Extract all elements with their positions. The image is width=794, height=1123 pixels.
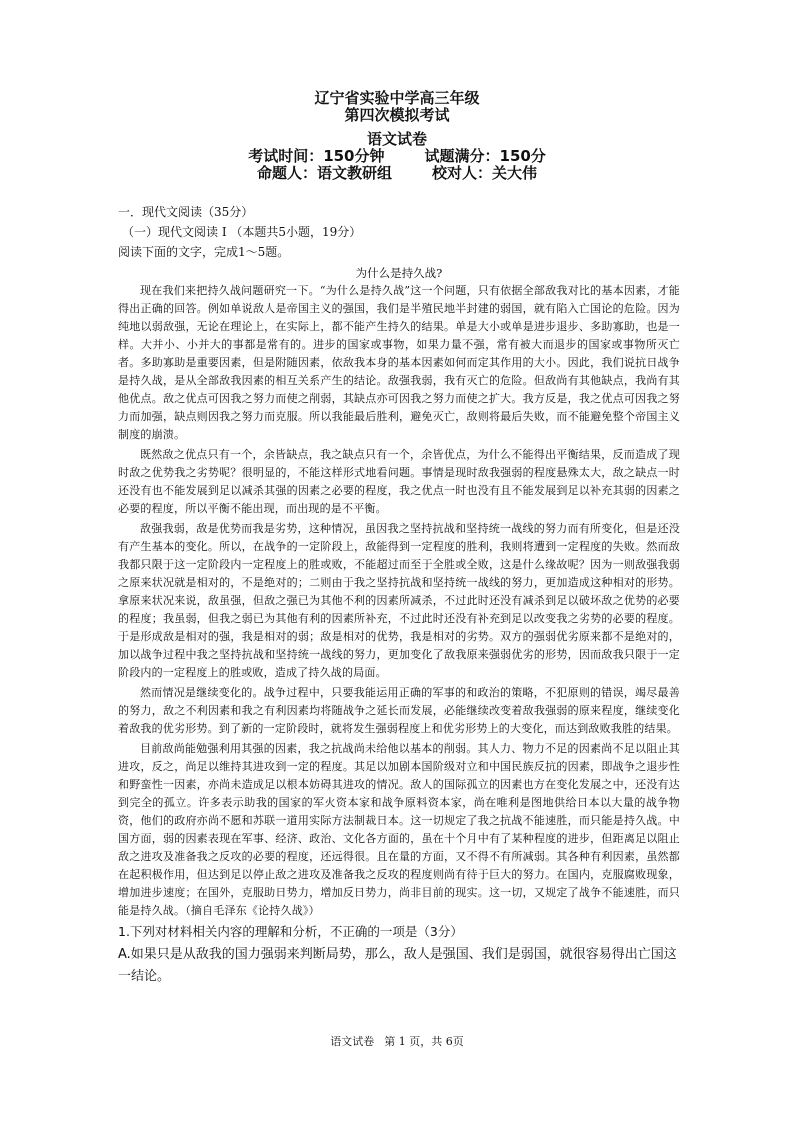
- exam-time: 考试时间：150分钟: [248, 147, 385, 165]
- question-option-a: A.如果只是从敌我的国力强弱来判断局势，那么，敌人是强国、我们是弱国，就很容易得出亡国这一结论。: [118, 947, 677, 984]
- article-paragraph: 既然敌之优点只有一个，余皆缺点，我之缺点只有一个，余皆优点，为什么不能得出平衡结果，反而造成了现时敌之优势我之劣势呢？很明显的，不能这样形式地看问题。事情是现时敌我强弱的程度悬殊太大，敌之缺点一时还没有也不能发展到足以减杀其强的因素之必要的程度，我之优点一时也没有且不能发展到足以补充其弱的因素之必要的程度，所以平衡不能出现，而出现的是不平衡。: [118, 448, 680, 515]
- paper-title: 语文试卷: [366, 130, 427, 148]
- question-stem: 1.下列对材料相关内容的理解和分析，不正确的一项是（3分）: [118, 924, 463, 939]
- reading-instruction: 阅读下面的文字，完成1～5题。: [118, 245, 290, 259]
- checker: 校对人：关大伟: [432, 164, 538, 182]
- article-title: 为什么是持久战?: [355, 266, 443, 280]
- full-score: 试题满分：150分: [424, 147, 546, 165]
- exam-time-row: [0, 148, 794, 165]
- subsection-heading: （一）现代文阅读 I （本题共5小题，19分）: [122, 225, 362, 239]
- article-paragraph: 目前敌尚能勉强利用其强的因素，我之抗战尚未给他以基本的削弱。其人力、物力不足的因素尚不足以阻止其进攻，反之，尚足以维持其进攻到一定的程度。其足以加剧本国阶级对立和中国民族反抗的因素，即战争之退步性和野蛮性一因素，亦尚未造成足以根本妨碍其进攻的情况。敌人的国际孤立的因素也方在变化发展之中，还没有达到完全的孤立。许多表示助我的国家的军火资本家和战争原料资本家，尚在唯利是图地供给日本以大量的战争物资，他们的政府亦尚不愿和苏联一道用实际方法制裁日本。这一切规定了我之抗战不能速胜，而只能是持久战。中国方面，弱的因素表现在军事、经济、政治、文化各方面的，虽在十个月中有了某种程度的进步，但距离足以阻止敌之进攻及准备我之反攻的必要的程度，还远得很。且在量的方面，又不得不有所减弱。其各种有利因素，虽然都在起积极作用，但达到足以停止敌之进攻及准备我之反攻的程度则尚有待于巨大的努力。在国内，克服腐败现象，增加进步速度；在国外，克服助日势力，增加反日势力，尚非目前的现实。这一切，又规定了战争不能速胜，而只能是持久战。（摘自毛泽东《论持久战》）: [118, 742, 680, 917]
- footer-subject: 语文试卷: [330, 1035, 375, 1048]
- page-footer: [0, 1035, 794, 1049]
- author: 命题人：语文教研组: [256, 164, 392, 182]
- exam-content: [118, 202, 680, 988]
- school-title: 辽宁省实验中学高三年级: [314, 89, 480, 107]
- exam-title: 第四次模拟考试: [344, 106, 450, 124]
- article-paragraph: 现在我们来把持久战问题研究一下。“为什么是持久战”这一个问题，只有依据全部敌我对比的基本因素，才能得出正确的回答。例如单说敌人是帝国主义的强国，我们是半殖民地半封建的弱国，就有陷入亡国论的危险。因为纯地以弱敌强，无论在理论上，在实际上，都不能产生持久的结果。单是大小或单是进步退步、多助寡助，也是一样。大并小、小并大的事都是常有的。进步的国家或事物，如果力量不强，常有被大而退步的国家或事物所灭亡者。多助寡助是重要因素，但是附随因素，依敌我本身的基本因素如何而定其作用的大小。因此，我们说抗日战争是持久战，是从全部敌我因素的相互关系产生的结论。敌强我弱，我有灭亡的危险。但敌尚有其他缺点，我尚有其他优点。敌之优点可因我之努力而使之削弱，其缺点亦可因我之努力而使之扩大。我方反是，我之优点可因我之努力而加强，缺点则因我之努力而克服。所以我能最后胜利，避免灭亡，敌则将最后失败，而不能避免整个帝国主义制度的崩溃。: [118, 284, 680, 441]
- article-paragraph: 然而情况是继续变化的。战争过程中，只要我能运用正确的军事的和政治的策略，不犯原则的错误，竭尽最善的努力，敌之不利因素和我之有利因素均将随战争之延长而发展，必能继续改变着敌我强弱的原来程度，继续变化着敌我的优劣形势。到了新的一定阶段时，就将发生强弱程度上和优劣形势上的大变化，而达到敌败我胜的结果。: [118, 686, 680, 735]
- section-heading: 一．现代文阅读（35分）: [118, 205, 254, 219]
- footer-page-number: 第 1 页，共 6页: [384, 1035, 464, 1048]
- exam-header: [0, 90, 794, 182]
- author-row: [0, 165, 794, 182]
- article-paragraph: 敌强我弱，敌是优势而我是劣势，这种情况，虽因我之坚持抗战和坚持统一战线的努力而有所变化，但是还没有产生基本的变化。所以，在战争的一定阶段上，敌能得到一定程度的胜利，我则将遭到一定程度的失败。然而敌我都只限于这一定阶段内一定程度上的胜或败，不能超过而至于全胜或全败，这是什么缘故呢？因为一则敌强我弱之原来状况就是相对的，不是绝对的；二则由于我之坚持抗战和坚持统一战线的努力，更加造成这种相对的形势。拿原来状况来说，敌虽强，但敌之强已为其他不利的因素所减杀，不过此时还没有减杀到足以破坏敌之优势的必要的程度；我虽弱，但我之弱已为其他有利的因素所补充，不过此时还没有补充到足以改变我之劣势的必要的程度。于是形成敌是相对的强，我是相对的弱；敌是相对的优势，我是相对的劣势。双方的强弱优劣原来都不是绝对的，加以战争过程中我之坚持抗战和坚持统一战线的努力，更加变化了敌我原来强弱优劣的形势，因而敌我只限于一定阶段内的一定程度上的胜或败，造成了持久战的局面。: [118, 522, 680, 679]
